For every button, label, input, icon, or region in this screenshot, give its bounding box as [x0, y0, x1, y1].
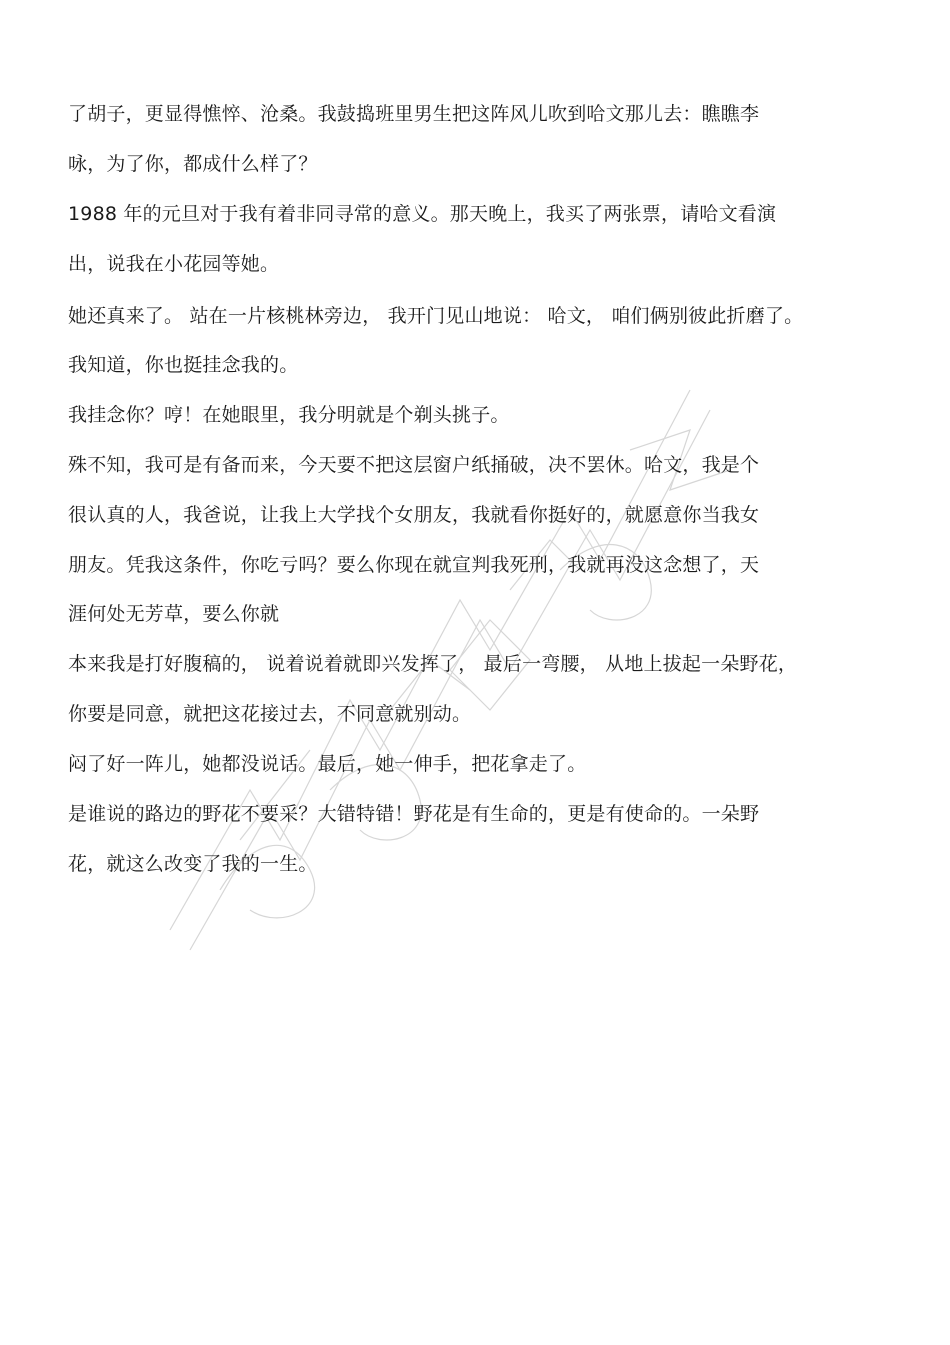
- text-line-14: 闷了好一阵儿，她都没说话。最后，她一伸手，把花拿走了。: [68, 753, 587, 775]
- text-line-3: 1988 年的元旦对于我有着非同寻常的意义。那天晚上，我买了两张票，请哈文看演: [68, 203, 777, 225]
- text-line-6: 我知道，你也挺挂念我的。: [68, 354, 299, 376]
- text-line-7: 我挂念你？哼！在她眼里，我分明就是个剃头挑子。: [68, 404, 510, 426]
- text-line-10: 朋友。凭我这条件，你吃亏吗？要么你现在就宣判我死刑，我就再没这念想了，天: [68, 554, 760, 576]
- text-line-15: 是谁说的路边的野花不要采？大错特错！野花是有生命的，更是有使命的。一朵野: [68, 803, 760, 825]
- text-line-4: 出，说我在小花园等她。: [68, 253, 280, 275]
- text-line-16: 花，就这么改变了我的一生。: [68, 853, 318, 875]
- text-line-2: 咏，为了你，都成什么样了？: [68, 153, 318, 175]
- text-line-5: 她还真来了。 站在一片核桃林旁边， 我开门见山地说： 哈文， 咱们俩别彼此折磨了。: [68, 305, 804, 327]
- text-line-13: 你要是同意，就把这花接过去，不同意就别动。: [68, 703, 472, 725]
- text-line-9: 很认真的人，我爸说，让我上大学找个女朋友，我就看你挺好的，就愿意你当我女: [68, 504, 760, 526]
- text-line-1: 了胡子，更显得憔悴、沧桑。我鼓捣班里男生把这阵风儿吹到哈文那儿去：瞧瞧李: [68, 103, 760, 125]
- text-line-8: 殊不知，我可是有备而来，今天要不把这层窗户纸捅破，决不罢休。哈文，我是个: [68, 454, 760, 476]
- text-line-12: 本来我是打好腹稿的， 说着说着就即兴发挥了， 最后一弯腰， 从地上拔起一朵野花，: [68, 653, 798, 675]
- text-line-11: 涯何处无芳草，要么你就: [68, 603, 280, 625]
